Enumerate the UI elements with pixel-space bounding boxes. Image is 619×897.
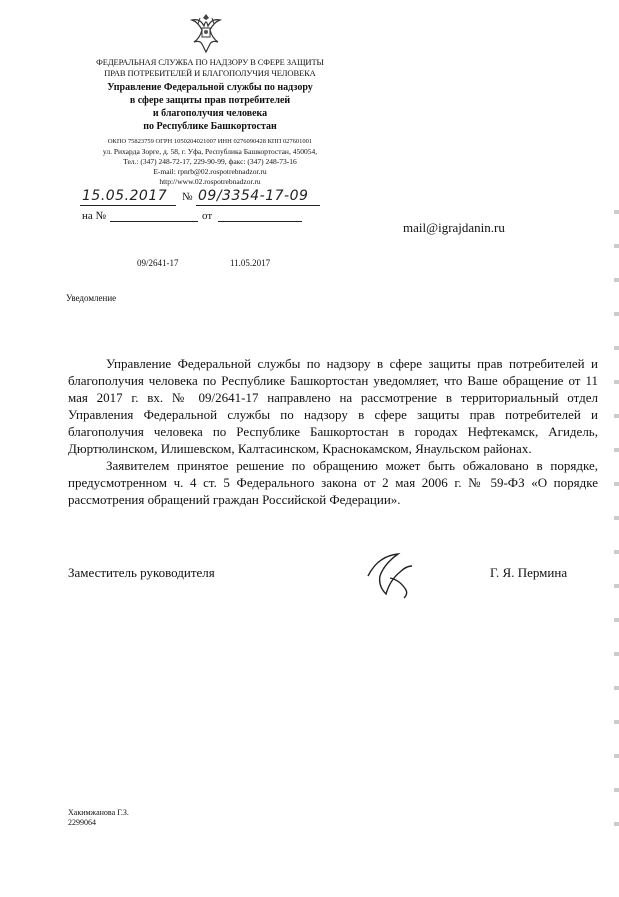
ref-from: от [202,210,213,222]
outgoing-no-sign: № [182,191,193,203]
handwritten-signature-icon [362,548,432,600]
ref-number-blank [110,221,198,222]
doc-type: Уведомление [66,293,117,303]
signer-title: Заместитель руководителя [68,565,215,580]
date-underline [80,205,176,206]
incoming-ref-number: 09/2641-17 [137,258,179,268]
dept-name-line2: в сфере защиты прав потребителей [129,95,291,106]
agency-codes: ОКПО 75823759 ОГРН 1050204021007 ИНН 0276090428 КПП 027601001 [107,138,313,145]
outgoing-number: 09/3354-17-09 [198,188,309,204]
incoming-ref-date: 11.05.2017 [230,258,271,268]
body-paragraph-1: Управление Федеральной службы по надзору в сфере защиты прав потребителей и благополучия человека по Республике Башкортостан уведомляет, что Ваше обращение от 11 мая 2017 г. вх. № 09/2641-17 направлено на рассмотрение в территориальный отдел Управления Федеральной службы по надзору в сфере защиты прав потребителей и благополучия человека по Республике Башкортостан в городах Нефтекамск, Агидель, Дюртюлинском, Илишевском, Калтасинском, Краснокамском, Янаульском районах. [68,356,598,456]
ref-prefix: на № [82,210,107,222]
executor-name: Хакимжанова Г.З. [68,808,129,817]
scan-edge-shadow [614,180,619,840]
agency-phones: Тел.: (347) 248-72-17, 229-90-99, факс: (347) 248-73-16 [123,157,297,166]
agency-name-line2: ПРАВ ПОТРЕБИТЕЛЕЙ И БЛАГОПОЛУЧИЯ ЧЕЛОВЕКА [104,68,316,78]
body-text [68,355,598,508]
dept-name-line4: по Республике Башкортостан [143,121,277,132]
coat-of-arms-emblem-icon [186,10,226,54]
agency-address: ул. Рихарда Зорге, д. 58, г. Уфа, Республика Башкортостан, 450054, [102,147,318,156]
body-paragraph-2: Заявителем принятое решение по обращению может быть обжаловано в порядке, предусмотренном ч. 4 ст. 5 Федерального закона от 2 мая 2006 г. № 59-ФЗ «О порядке рассмотрения обращений граждан Российской Федерации». [68,458,598,507]
executor-phone: 2299064 [68,818,96,827]
dept-name-line1: Управление Федеральной службы по надзору [107,82,313,93]
number-underline [196,205,320,206]
ref-date-blank [218,221,302,222]
outgoing-date: 15.05.2017 [82,188,168,204]
agency-website: http://www.02.rospotrebnadzor.ru [159,177,261,186]
dept-name-line3: и благополучия человека [152,108,268,119]
agency-name-line1: ФЕДЕРАЛЬНАЯ СЛУЖБА ПО НАДЗОРУ В СФЕРЕ ЗАЩИТЫ [96,57,324,67]
recipient-email: mail@igrajdanin.ru [403,220,505,235]
signer-name: Г. Я. Пермина [490,565,568,580]
agency-email: E-mail: rpnrb@02.rospotrebnadzor.ru [153,167,267,176]
